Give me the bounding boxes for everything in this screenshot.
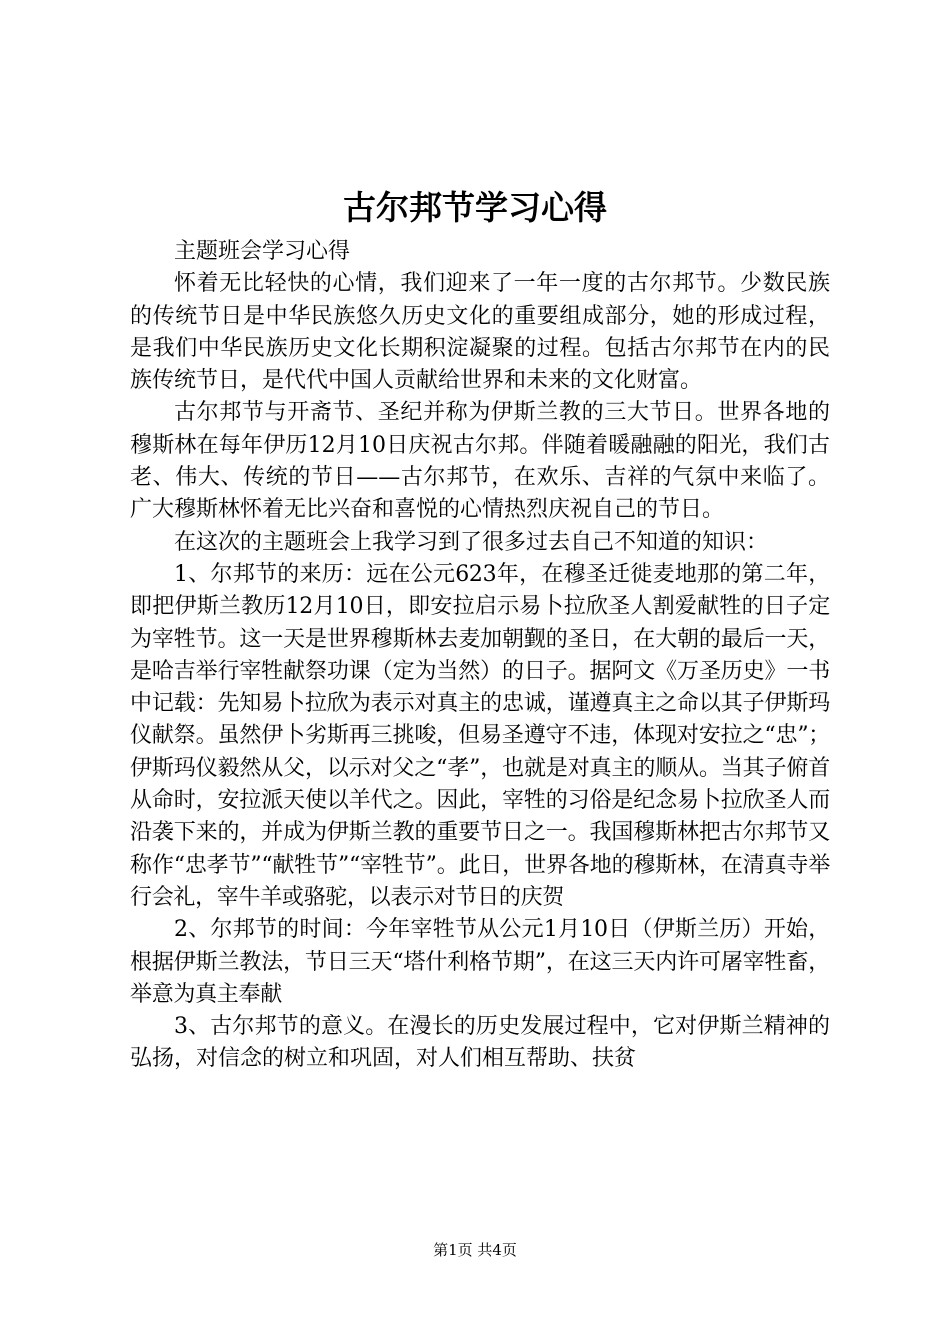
festival-paragraph: 古尔邦节与开斋节、圣纪并称为伊斯兰教的三大节日。世界各地的穆斯林在每年伊历12月10日庆祝古尔邦。伴随着暖融融的阳光，我们古老、伟大、传统的节日——古尔邦节，在欢乐、吉祥的气氛中来临了。广大穆斯林怀着无比兴奋和喜悦的心情热烈庆祝自己的节日。 — [130, 400, 830, 523]
subtitle-paragraph: 主题班会学习心得 — [174, 239, 351, 264]
origin-paragraph: 1、尔邦节的来历：远在公元623年，在穆圣迁徙麦地那的第二年，即把伊斯兰教历12月10日，即安拉启示易卜拉欣圣人割爱献牲的日子定为宰牲节。这一天是世界穆斯林去麦加朝觐的圣日，在大朝的最后一天，是哈吉举行宰牲献祭功课（定为当然）的日子。据阿文《万圣历史》一书中记载：先知易卜拉欣为表示对真主的忠诚，谨遵真主之命以其子伊斯玛仪献祭。虽然伊卜劣斯再三挑唆，但易圣遵守不违，体现对安拉之“忠”；伊斯玛仪毅然从父，以示对父之“孝”，也就是对真主的顺从。当其子俯首从命时，安拉派天使以羊代之。因此，宰牲的习俗是纪念易卜拉欣圣人而沿袭下来的，并成为伊斯兰教的重要节日之一。我国穆斯林把古尔邦节又称作“忠孝节”“献牲节”“宰牲节”。此日，世界各地的穆斯林，在清真寺举行会礼，宰牛羊或骆驼，以表示对节日的庆贺 — [130, 561, 830, 910]
time-paragraph: 2、尔邦节的时间：今年宰牲节从公元1月10日（伊斯兰历）开始，根据伊斯兰教法，节日三天“塔什利格节期”，在这三天内许可屠宰牲畜，举意为真主奉献 — [130, 917, 830, 1007]
intro-paragraph: 怀着无比轻快的心情，我们迎来了一年一度的古尔邦节。少数民族的传统节日是中华民族悠久历史文化的重要组成部分，她的形成过程，是我们中华民族历史文化长期积淀凝聚的过程。包括古尔邦节在内的民族传统节日，是代代中国人贡献给世界和未来的文化财富。 — [130, 271, 830, 394]
page-footer: 第1页 共4页 — [433, 1241, 517, 1259]
learning-paragraph: 在这次的主题班会上我学习到了很多过去自己不知道的知识： — [174, 529, 769, 555]
page-title: 古尔邦节学习心得 — [343, 188, 607, 227]
meaning-paragraph: 3、古尔邦节的意义。在漫长的历史发展过程中，它对伊斯兰精神的弘扬，对信念的树立和巩固，对人们相互帮助、扶贫 — [130, 1014, 830, 1072]
document-body — [130, 236, 830, 1076]
